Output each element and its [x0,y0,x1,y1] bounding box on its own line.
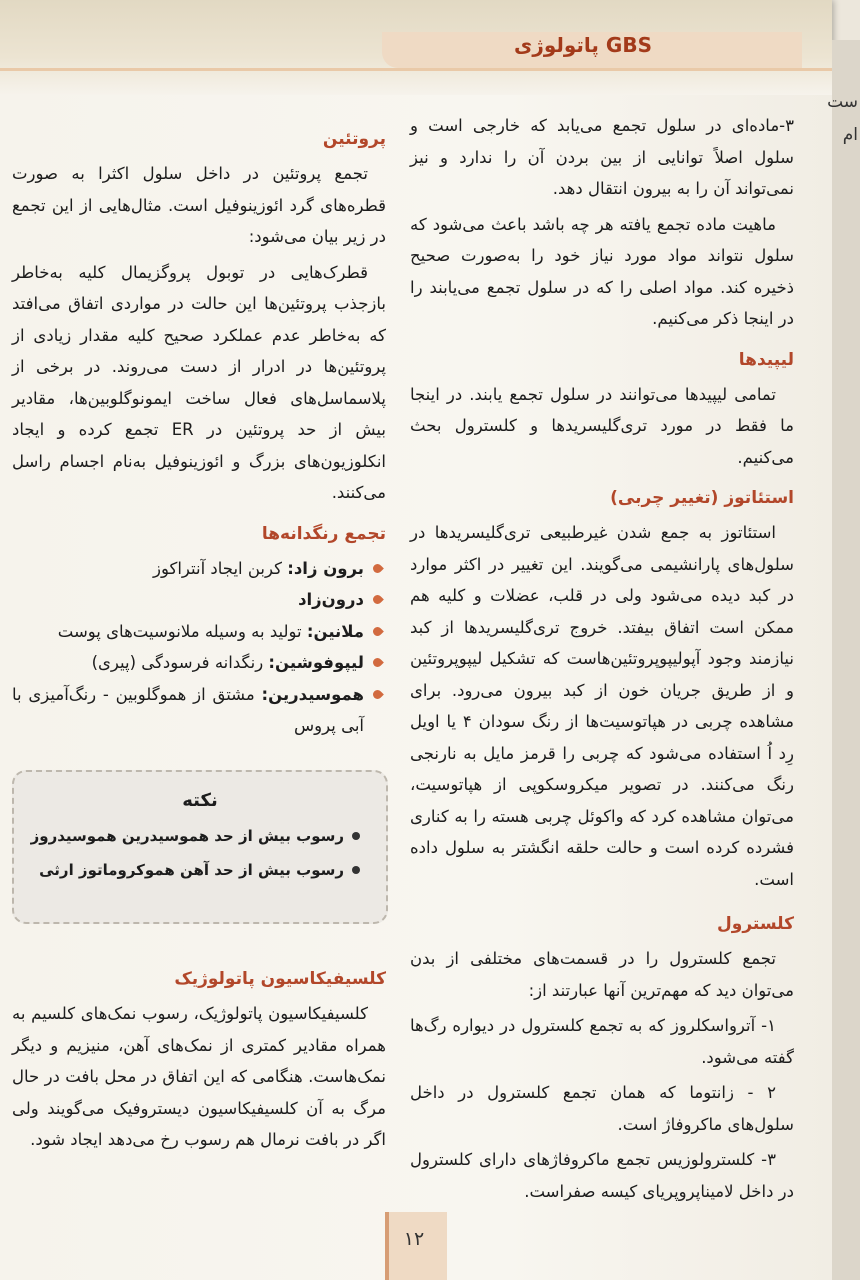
paragraph-accumulation-nature: ماهیت ماده تجمع یافته هر چه باشد باعث می‌شود که سلول نتواند مواد مورد نیاز خود را به‌صورت صحیح ذخیره کند. مواد اصلی را که در سلول تجمع می‌یابند را در اینجا ذکر می‌کنیم. [410,214,794,328]
paragraph-cholesterol-intro: تجمع کلسترول را در قسمت‌های مختلفی از بدن می‌توان دید که مهم‌ترین آنها عبارتند از: [410,949,794,1000]
note-item: رسوب بیش از حد هموسیدرین هموسیدروز [24,819,362,853]
heading-pigments: تجمع رنگدانه‌ها [261,523,386,544]
list-item: هموسیدرین: مشتق از هموگلوبین - رنگ‌آمیزی با آبی پروس [12,679,386,742]
heading-proteins: پروتئین [322,129,386,149]
next-page-edge [827,40,860,1280]
list-item: لیپوفوشین: رنگدانه فرسودگی (پیری) [12,647,386,679]
page-number: ۱۲ [403,1228,425,1250]
note-list [24,819,362,887]
paragraph-cholesterol-2: ۲ - زانتوما که همان تجمع کلسترول در داخل سلول‌های ماکروفاژ است. [410,1083,794,1134]
right-column [410,110,794,1211]
left-column [12,124,386,742]
paragraph-proteins-1: تجمع پروتئین در داخل سلول اکثرا به صورت قطره‌های گرد ائوزینوفیل است. مثال‌هایی از این تجمع در زیر بیان می‌شود: [12,164,386,246]
next-page-fragment: ست [827,92,858,112]
note-item: رسوب بیش از حد آهن هموکروماتوز ارثی [24,853,362,887]
paragraph-proteins-2: قطرک‌هایی در توبول پروگزیمال کلیه به‌خاطر بازجذب پروتئین‌ها این حالت در مواردی اتفاق می‌افتد که به‌خاطر عدم عملکرد صحیح کلیه مقدار زیادی از پروتئین‌ها در ادرار از دست می‌روند. در برخی از پلاسماسل‌های فعال ساخت ایمونوگلوبین‌ها، مقادیر بیش از حد پروتئین در ER تجمع کرده و ایجاد انکلوزیون‌های بزرگ و ائوزینوفیل به‌نام اجسام راسل می‌کنند. [12,262,386,502]
note-box [12,770,388,924]
paragraph-calcification: کلسیفیکاسیون پاتولوژیک، رسوب نمک‌های کلسیم به همراه مقادیر کمتری از نمک‌های آهن، منیزیم و دیگر نمک‌هاست. هنگامی که این اتفاق در محل بافت در حال مرگ به آن کلسیفیکاسیون دیستروفیک می‌گویند ولی اگر در بافت نرمال هم رسوب رخ می‌دهد ایجاد شود. [12,1004,386,1149]
running-header: GBS پاتولوژی [513,33,652,57]
heading-calcification: کلسیفیکاسیون پاتولوژیک [174,969,386,989]
list-item: ملانین: تولید به وسیله ملانوسیت‌های پوست [12,616,386,648]
pigment-list [12,553,386,742]
paragraph-cause-3: ۳-ماده‌ای در سلول تجمع می‌یابد که خارجی است و سلول اصلاً توانایی از بین بردن آن را ندارد و نیز نمی‌تواند آن را به بیرون انتقال دهد. [410,116,794,198]
heading-cholesterol: کلسترول [717,914,794,934]
paragraph-steatosis: استئاتوز به جمع شدن غیرطبیعی تری‌گلیسریدها در سلول‌های پارانشیمی می‌گویند. این تغییر در اکثر موارد در کبد دیده می‌شود ولی در قلب، عضلات و کلیه هم ممکن است اتفاق بیفتد. خروج تری‌گلیسریدها از کبد نیازمند وجود آپولیپوپروتئین‌هاست که تشکیل لیپوپروتئین و از طریق جریان خون از کبد بیرون می‌رود. برای مشاهده چربی در هپاتوسیت‌ها از رنگ سودان ۴ یا اویل رِد اُ استفاده می‌شود که چربی را قرمز مایل به نارنجی رنگ می‌کنند. در تصویر میکروسکوپی از هپاتوسیت، می‌توان مشاهده کرد که واکوئل چربی هسته را به کناری فشرده کرده است و حالت حلقه انگشتر به سلول داده است. [410,523,794,889]
paragraph-cholesterol-3: ۳- کلسترولوزیس تجمع ماکروفاژهای دارای کلسترول در داخل لامیناپروپریای کیسه صفراست. [410,1150,794,1201]
heading-lipids: لیپیدها [738,349,794,370]
note-title: نکته [182,790,218,811]
paragraph-cholesterol-1: ۱- آترواسکلروز که به تجمع کلسترول در دیواره رگ‌ها گفته می‌شود. [410,1016,794,1067]
header-rule [0,68,832,71]
list-item: درون‌زاد [12,584,386,616]
calcification-section [12,964,386,1160]
list-item: برون زاد: کربن ایجاد آنتراکوز [12,553,386,585]
paragraph-lipids: تمامی لیپیدها می‌توانند در سلول تجمع یابند. در اینجا ما فقط در مورد تری‌گلیسریدها و کلسترول بحث می‌کنیم. [410,384,794,467]
next-page-fragment: ام [842,125,858,145]
heading-steatosis: استئاتوز (تغییر چربی) [610,488,794,508]
